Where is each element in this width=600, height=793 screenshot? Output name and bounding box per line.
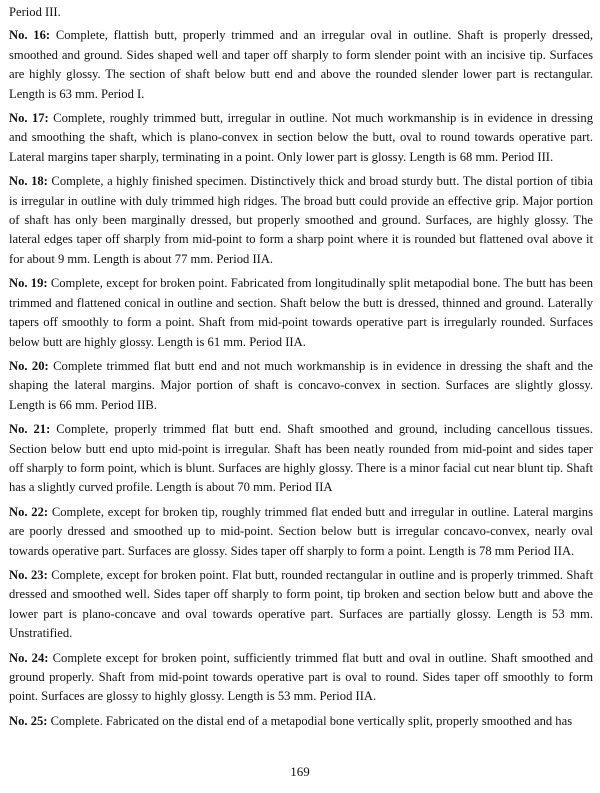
entry-number: No. 25: bbox=[9, 713, 48, 728]
entry-number: No. 20: bbox=[9, 358, 49, 373]
entry-text: Complete, roughly trimmed butt, irregular in outline. Not much workmanship is in evidence in dressing and smoothing the shaft, which is plano-convex in section below the butt, oval to round towards operative part. Lateral margins taper sharply, terminating in a point. Only lower part is glossy. Length is 68 mm. Period III. bbox=[9, 111, 594, 164]
entry-text: Complete, except for broken point. Fabricated from longitudinally split metapodial bone. The butt has been trimmed and flattened conical in outline and section. Shaft below the butt is dressed, thinned and ground. Laterally tapers off smoothly to form a point. Shaft from mid-point towards operative part is irregularly rounded. Surfaces below butt are highly glossy. Length is 61 mm. Period IIA. bbox=[9, 276, 593, 349]
entry-text: Complete except for broken point, sufficiently trimmed flat butt and oval in outline. Shaft smoothed and ground properly. Shaft from mid-point towards operative part is oval to round. Sides taper off smoothly to form point. Surfaces are glossy to highly glossy. Length is 53 mm. Period IIA. bbox=[9, 650, 594, 704]
entry-number: No. 19: bbox=[9, 276, 48, 291]
entry-text: Complete, properly trimmed flat butt end. Shaft smoothed and ground, including cancellous tissues. Section below butt end upto mid-point is irregular. Shaft has been neatly rounded from mid-point and sides taper off sharply to form point, which is blunt. Surfaces are highly glossy. There is a minor facial cut near blunt tip. Shaft has a slightly curved profile. Length is about 70 mm. Period IIA bbox=[9, 422, 593, 495]
entry-number: No. 18: bbox=[9, 174, 48, 189]
entry-18 bbox=[9, 172, 593, 269]
entry-19 bbox=[9, 274, 593, 352]
page-body bbox=[9, 3, 593, 736]
page-number: 169 bbox=[290, 764, 310, 779]
entry-number: No. 21: bbox=[9, 422, 51, 437]
entry-25 bbox=[9, 712, 593, 731]
entry-text: Complete trimmed flat butt end and not much workmanship is in evidence in dressing the shaft and the shaping the lateral margins. Major portion of shaft is concavo-convex in section. Surfaces are slightly glossy. Length is 66 mm. Period IIB. bbox=[9, 358, 594, 412]
entry-text: Complete. Fabricated on the distal end of a metapodial bone vertically split, properly smoothed and has bbox=[50, 713, 573, 728]
entry-text: Complete, except for broken tip, roughly trimmed flat ended butt and irregular in outline. Lateral margins are poorly dressed and smoothed up to mid-point. Section below butt is irregular concavo-convex, nearly oval towards operative part. Surfaces are glossy. Sides taper off sharply to form a point. Length is 78 mm Period IIA. bbox=[9, 504, 593, 558]
entry-23 bbox=[9, 566, 593, 644]
entry-number: No. 16: bbox=[9, 28, 51, 43]
entry-number: No. 24: bbox=[9, 650, 49, 665]
entry-21 bbox=[9, 420, 593, 498]
entry-text: Complete, flattish butt, properly trimmed and an irregular oval in outline. Shaft is properly dressed, smoothed and ground. Sides shaped well and taper off sharply to form slender point with an incisive tip. Surfaces are highly glossy. The section of shaft below butt end and above the rounded slender lower part is rectangular. Length is 63 mm. Period I. bbox=[9, 28, 593, 101]
entry-17 bbox=[9, 109, 593, 167]
intro-text: Period III. bbox=[9, 5, 61, 19]
entry-text: Complete, except for broken point. Flat butt, rounded rectangular in outline and is properly trimmed. Shaft dressed and smoothed well. Sides taper off sharply to form point, tip broken and section below butt and above the lower part is plano-concave and oval towards operative part. Surfaces are partially glossy. Length is 53 mm. Unstratified. bbox=[9, 567, 593, 641]
entry-24 bbox=[9, 649, 593, 707]
entry-number: No. 23: bbox=[9, 567, 48, 582]
entry-number: No. 22: bbox=[9, 504, 49, 519]
entry-number: No. 17: bbox=[9, 111, 49, 126]
entry-20 bbox=[9, 357, 593, 415]
entry-22 bbox=[9, 503, 593, 561]
entry-16 bbox=[9, 26, 593, 104]
entry-text: Complete, a highly finished specimen. Distinctively thick and broad sturdy butt. The distal portion of tibia is irregular in outline with duly trimmed high ridges. The broad butt could provide an effective grip. Major portion of shaft has only been marginally dressed, but properly smoothed and ground. Surfaces, are highly glossy. The lateral edges taper off sharply from mid-point to form a sharp point where it is rounded but flattened oval above it for about 9 mm. Length is about 77 mm. Period IIA. bbox=[9, 174, 593, 266]
